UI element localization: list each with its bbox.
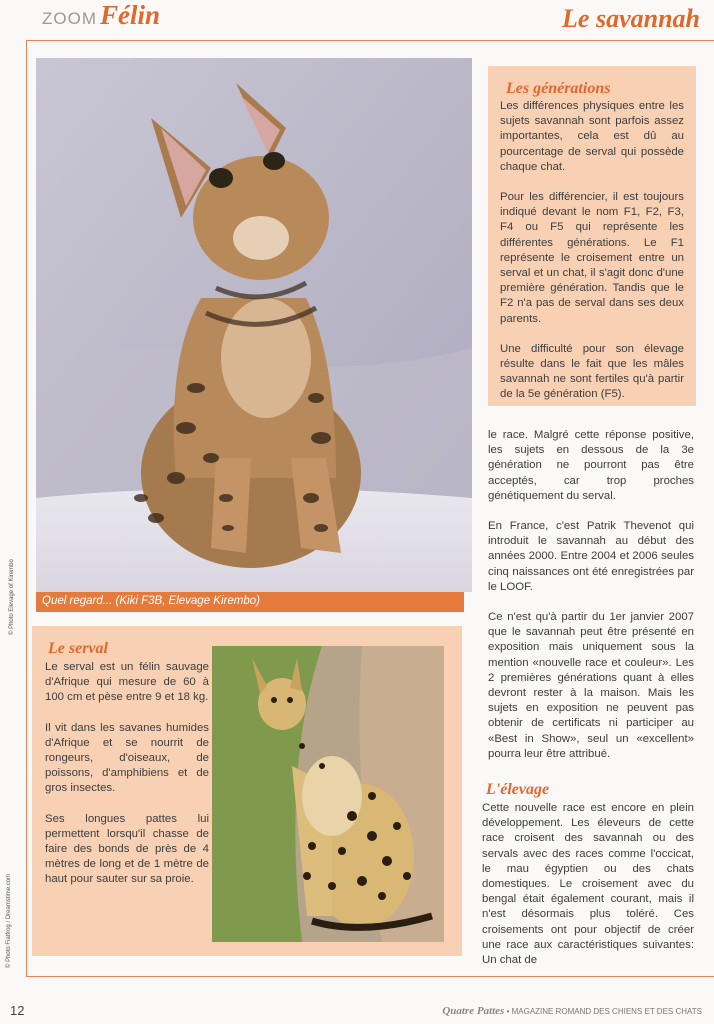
serval-text: [45, 660, 209, 903]
header: [0, 0, 714, 40]
serval-photo-credit: © Photo Fiatfrog / Dreamstime.com: [6, 873, 12, 968]
right-paragraph-1: le race. Malgré cette réponse positive, les sujets en dessous de la 3e génération ne pourront pas être acceptés, car trop proches génétiquement du serval.: [488, 429, 694, 502]
generations-paragraph-3: Une difficulté pour son élevage résulte dans le fait que les mâles savannah ne sont fertiles qu'à partir de la 5e génération (F5).: [500, 342, 684, 401]
savannah-cat-illustration: [36, 58, 472, 592]
photo-caption: Quel regard... (Kiki F3B, Elevage Kirembo): [42, 595, 260, 607]
generations-title: Les générations: [506, 80, 611, 97]
right-paragraph-3: Ce n'est qu'à partir du 1er janvier 2007 que le savannah peut être présenté en exposition mais uniquement sous la mention «nouvelle race et couleur». Les 2 premières générations quant à elles devront rester à la maison. Mais les sujets en exposition ne peuvent pas obtenir de certificats ni participer au «Best in Show», seul un «excellent» pourra leur être attribué.: [488, 611, 694, 760]
left-rule: [26, 40, 27, 976]
header-section: Félin: [100, 0, 161, 30]
serval-box: [32, 626, 462, 956]
header-page-topic: Le savannah: [562, 4, 700, 33]
page-number: 12: [10, 1003, 25, 1018]
elevage-text: Cette nouvelle race est encore en plein développement. Les éleveurs de cette race croisent des savannah ou des servals avec des races comme l'occicat, le mau égyptien ou des chats domestiques. Le croisement avec du bengal était également courant, mais il n'est désormais plus toléré. Ces croisements ont pour objectif de créer une race aux caractéristiques suivantes: Un chat de: [482, 802, 694, 967]
photo-caption-bar: [36, 592, 464, 612]
bottom-rule: [26, 976, 714, 977]
serval-paragraph-2: Il vit dans les savanes humides d'Afrique et se nourrit de rongeurs, d'oiseaux, de poissons, d'amphibiens et de gros insectes.: [45, 721, 209, 795]
elevage-title: L'élevage: [486, 781, 550, 798]
photo-credit: © Photo Elevage of Kirembo: [9, 559, 15, 635]
serval-illustration: [212, 646, 444, 942]
serval-title: Le serval: [48, 640, 108, 657]
generations-paragraph-2: Pour les différencier, il est toujours indiqué devant le nom F1, F2, F3, F4 ou F5 qui représente les différentes générations. Le F1 représente le croisement entre un serval et un chat, il s'agit donc d'une première génération. Tandis que le F2 n'a pas de serval dans ses deux parents.: [500, 191, 684, 325]
serval-photo: [212, 646, 444, 942]
header-zoom: ZOOM: [42, 9, 97, 28]
generations-paragraph-1: Les différences physiques entre les sujets savannah sont parfois assez importantes, cela est dû au pourcentage de serval qui possède chaque chat.: [500, 100, 684, 173]
footer-magazine: [442, 1005, 702, 1017]
generations-text: [500, 99, 684, 418]
serval-paragraph-3: Ses longues pattes lui permettent lorsqu'il chasse de faire des bonds de près de 4 mètres de long et de 1 mètre de haut pour sauter sur sa proie.: [45, 812, 209, 886]
header-rule: [26, 40, 714, 41]
serval-paragraph-1: Le serval est un félin sauvage d'Afrique qui mesure de 60 à 100 cm et pèse entre 9 et 18 kg.: [45, 661, 209, 704]
main-photo: [36, 58, 472, 592]
footer-magazine-name: Quatre Pattes: [442, 1005, 505, 1017]
footer-tagline: • MAGAZINE ROMAND DES CHIENS ET DES CHATS: [506, 1007, 702, 1016]
generations-box: [488, 66, 696, 406]
right-paragraph-2: En France, c'est Patrik Thevenot qui introduit le savannah au début des années 2000. Entre 2004 et 2006 seules cinq naissances ont été enregistrées par le LOOF.: [488, 520, 694, 593]
right-column-text: [488, 428, 694, 777]
